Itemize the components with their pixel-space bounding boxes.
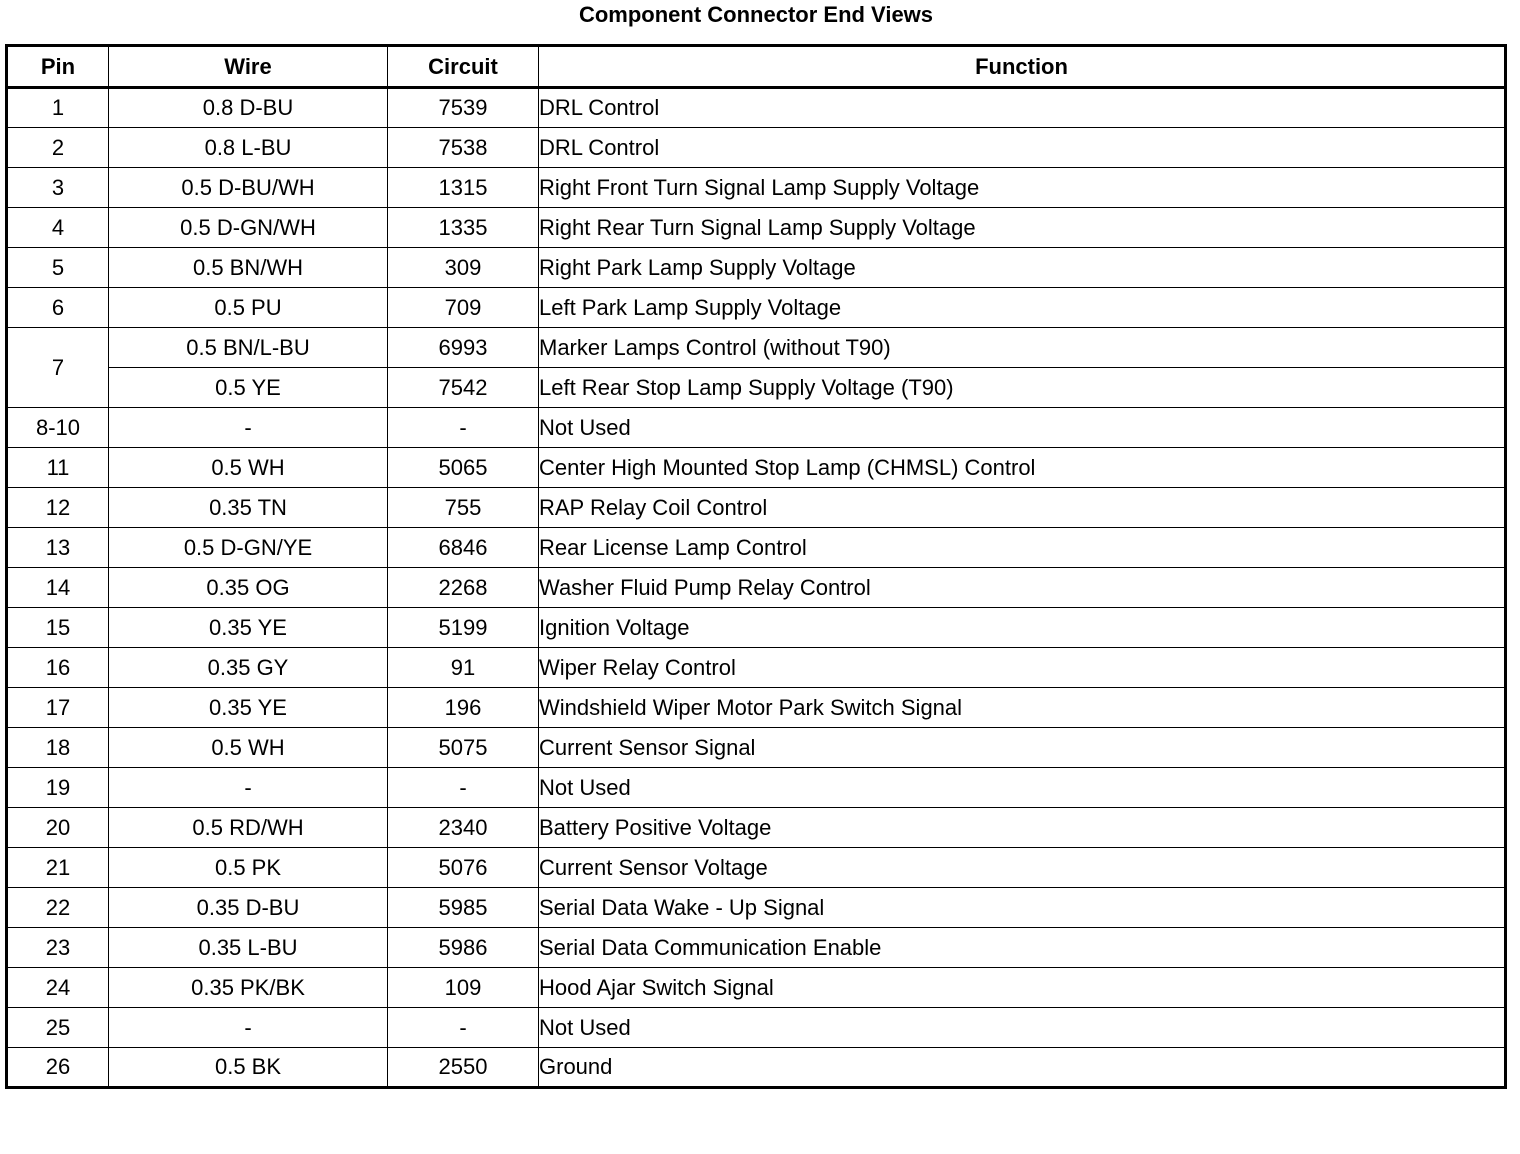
table-row <box>7 768 1506 808</box>
pin-cell: 19 <box>7 768 109 808</box>
wire-cell: 0.5 WH <box>109 728 388 768</box>
table-row <box>7 968 1506 1008</box>
table-row <box>7 568 1506 608</box>
pin-cell: 11 <box>7 448 109 488</box>
wire-cell: 0.35 PK/BK <box>109 968 388 1008</box>
circuit-cell: 5985 <box>388 888 539 928</box>
wire-cell: 0.5 PU <box>109 288 388 328</box>
pin-cell: 20 <box>7 808 109 848</box>
pin-cell: 24 <box>7 968 109 1008</box>
function-cell: Washer Fluid Pump Relay Control <box>539 568 1506 608</box>
wire-cell: 0.35 YE <box>109 608 388 648</box>
table-row <box>7 1008 1506 1048</box>
circuit-cell: 2268 <box>388 568 539 608</box>
circuit-cell: 2550 <box>388 1048 539 1088</box>
function-cell: Left Park Lamp Supply Voltage <box>539 288 1506 328</box>
table-row <box>7 328 1506 368</box>
function-cell: Center High Mounted Stop Lamp (CHMSL) Control <box>539 448 1506 488</box>
circuit-cell: 7542 <box>388 368 539 408</box>
table-row <box>7 128 1506 168</box>
table-header-row <box>7 46 1506 88</box>
circuit-cell: 5075 <box>388 728 539 768</box>
wire-cell: - <box>109 768 388 808</box>
pin-cell: 17 <box>7 688 109 728</box>
pin-cell: 4 <box>7 208 109 248</box>
function-cell: Battery Positive Voltage <box>539 808 1506 848</box>
wire-cell: 0.5 D-BU/WH <box>109 168 388 208</box>
wire-cell: - <box>109 408 388 448</box>
table-row <box>7 408 1506 448</box>
wire-cell: 0.5 PK <box>109 848 388 888</box>
circuit-cell: 91 <box>388 648 539 688</box>
function-cell: Not Used <box>539 768 1506 808</box>
table-row <box>7 808 1506 848</box>
function-cell: Windshield Wiper Motor Park Switch Signal <box>539 688 1506 728</box>
wire-cell: 0.5 BN/L-BU <box>109 328 388 368</box>
wire-cell: 0.5 YE <box>109 368 388 408</box>
wire-cell: 0.35 YE <box>109 688 388 728</box>
pin-cell: 26 <box>7 1048 109 1088</box>
pin-cell: 1 <box>7 88 109 128</box>
pin-cell: 7 <box>7 328 109 408</box>
table-row <box>7 888 1506 928</box>
circuit-cell: 6993 <box>388 328 539 368</box>
circuit-cell: 309 <box>388 248 539 288</box>
function-cell: DRL Control <box>539 128 1506 168</box>
circuit-cell: 5076 <box>388 848 539 888</box>
circuit-cell: - <box>388 1008 539 1048</box>
pin-cell: 8-10 <box>7 408 109 448</box>
pin-cell: 18 <box>7 728 109 768</box>
function-cell: Hood Ajar Switch Signal <box>539 968 1506 1008</box>
circuit-cell: - <box>388 768 539 808</box>
pin-cell: 6 <box>7 288 109 328</box>
wire-cell: 0.35 L-BU <box>109 928 388 968</box>
table-row <box>7 168 1506 208</box>
header-function: Function <box>539 46 1506 88</box>
table-row <box>7 248 1506 288</box>
wire-cell: 0.5 WH <box>109 448 388 488</box>
table-row <box>7 368 1506 408</box>
function-cell: DRL Control <box>539 88 1506 128</box>
header-circuit: Circuit <box>388 46 539 88</box>
pin-cell: 13 <box>7 528 109 568</box>
circuit-cell: 755 <box>388 488 539 528</box>
wire-cell: 0.35 OG <box>109 568 388 608</box>
table-row <box>7 928 1506 968</box>
circuit-cell: 709 <box>388 288 539 328</box>
page-title: Component Connector End Views <box>578 2 934 27</box>
table-row <box>7 448 1506 488</box>
header-pin: Pin <box>7 46 109 88</box>
wire-cell: 0.8 D-BU <box>109 88 388 128</box>
wire-cell: 0.5 BK <box>109 1048 388 1088</box>
circuit-cell: 5986 <box>388 928 539 968</box>
circuit-cell: - <box>388 408 539 448</box>
circuit-cell: 1315 <box>388 168 539 208</box>
pin-cell: 14 <box>7 568 109 608</box>
pin-cell: 16 <box>7 648 109 688</box>
function-cell: Wiper Relay Control <box>539 648 1506 688</box>
function-cell: Right Rear Turn Signal Lamp Supply Voltage <box>539 208 1506 248</box>
table-row <box>7 208 1506 248</box>
pin-cell: 3 <box>7 168 109 208</box>
function-cell: Serial Data Communication Enable <box>539 928 1506 968</box>
circuit-cell: 196 <box>388 688 539 728</box>
wire-cell: - <box>109 1008 388 1048</box>
table-row <box>7 688 1506 728</box>
table-row <box>7 728 1506 768</box>
function-cell: Ignition Voltage <box>539 608 1506 648</box>
wire-cell: 0.5 BN/WH <box>109 248 388 288</box>
table-row <box>7 288 1506 328</box>
function-cell: RAP Relay Coil Control <box>539 488 1506 528</box>
wire-cell: 0.35 TN <box>109 488 388 528</box>
circuit-cell: 7539 <box>388 88 539 128</box>
pin-cell: 12 <box>7 488 109 528</box>
wire-cell: 0.5 D-GN/YE <box>109 528 388 568</box>
wire-cell: 0.35 D-BU <box>109 888 388 928</box>
header-wire: Wire <box>109 46 388 88</box>
pin-cell: 2 <box>7 128 109 168</box>
circuit-cell: 5199 <box>388 608 539 648</box>
function-cell: Rear License Lamp Control <box>539 528 1506 568</box>
pin-cell: 21 <box>7 848 109 888</box>
function-cell: Current Sensor Signal <box>539 728 1506 768</box>
circuit-cell: 109 <box>388 968 539 1008</box>
table-row <box>7 848 1506 888</box>
pin-cell: 25 <box>7 1008 109 1048</box>
function-cell: Current Sensor Voltage <box>539 848 1506 888</box>
table-row <box>7 88 1506 128</box>
function-cell: Right Front Turn Signal Lamp Supply Voltage <box>539 168 1506 208</box>
function-cell: Left Rear Stop Lamp Supply Voltage (T90) <box>539 368 1506 408</box>
function-cell: Ground <box>539 1048 1506 1088</box>
circuit-cell: 7538 <box>388 128 539 168</box>
function-cell: Right Park Lamp Supply Voltage <box>539 248 1506 288</box>
pin-cell: 22 <box>7 888 109 928</box>
connector-pinout-table <box>5 44 1507 1089</box>
pin-cell: 15 <box>7 608 109 648</box>
function-cell: Serial Data Wake - Up Signal <box>539 888 1506 928</box>
wire-cell: 0.35 GY <box>109 648 388 688</box>
table-body <box>7 88 1506 1088</box>
circuit-cell: 2340 <box>388 808 539 848</box>
table-row <box>7 488 1506 528</box>
circuit-cell: 1335 <box>388 208 539 248</box>
circuit-cell: 5065 <box>388 448 539 488</box>
pin-cell: 23 <box>7 928 109 968</box>
function-cell: Not Used <box>539 408 1506 448</box>
wire-cell: 0.5 D-GN/WH <box>109 208 388 248</box>
table-row <box>7 528 1506 568</box>
circuit-cell: 6846 <box>388 528 539 568</box>
wire-cell: 0.5 RD/WH <box>109 808 388 848</box>
pin-cell: 5 <box>7 248 109 288</box>
function-cell: Marker Lamps Control (without T90) <box>539 328 1506 368</box>
table-row <box>7 648 1506 688</box>
table-row <box>7 608 1506 648</box>
wire-cell: 0.8 L-BU <box>109 128 388 168</box>
table-row <box>7 1048 1506 1088</box>
function-cell: Not Used <box>539 1008 1506 1048</box>
